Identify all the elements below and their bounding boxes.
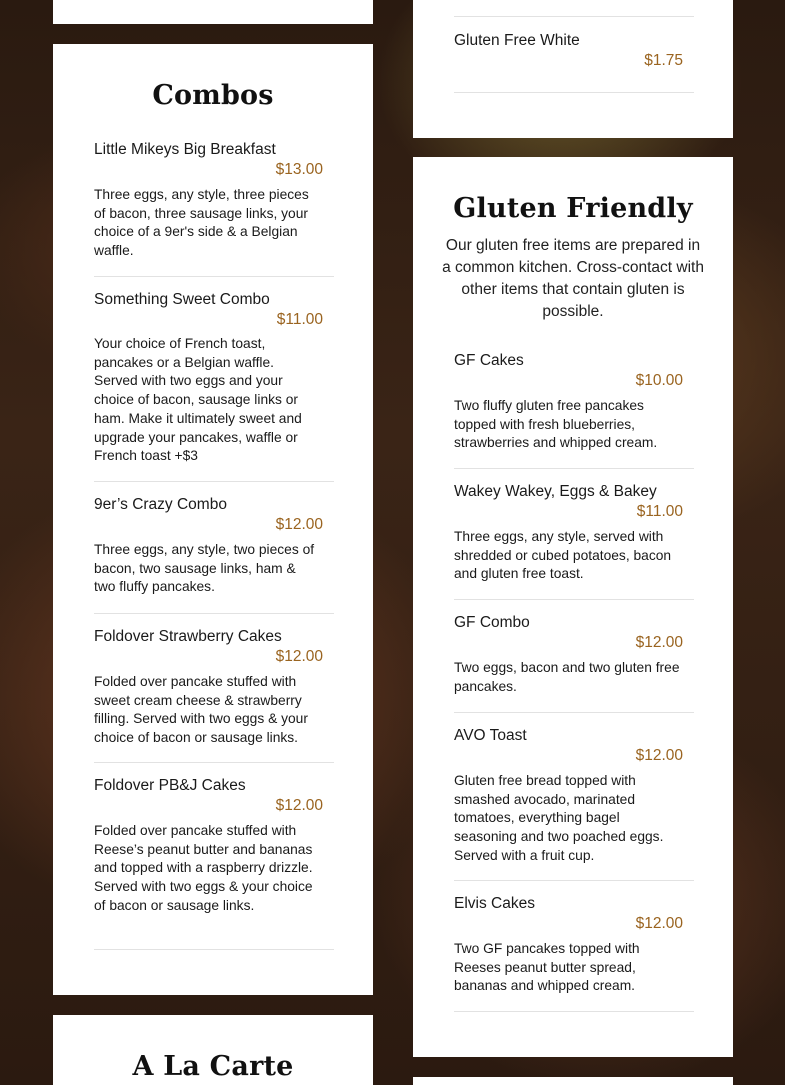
menu-item-price: $10.00	[635, 372, 683, 389]
menu-item-price: $12.00	[635, 915, 683, 932]
menu-item-name: Foldover PB&J Cakes	[94, 777, 246, 794]
menu-item-description: Two fluffy gluten free pancakes topped with fresh blueberries, strawberries and whipped cream.	[454, 398, 658, 451]
menu-item-name: GF Cakes	[454, 352, 524, 369]
divider	[454, 16, 694, 17]
menu-item-price: $1.75	[644, 52, 683, 69]
menu-item	[454, 894, 694, 1012]
menu-item-description: Two GF pancakes topped with Reeses peanut butter spread, bananas and whipped cream.	[454, 941, 640, 994]
menu-item-description: Gluten free bread topped with smashed avocado, marinated tomatoes, everything bagel seasoning and two poached eggs. Served with a fruit cup.	[454, 773, 664, 863]
menu-item	[94, 627, 334, 763]
menu-item	[94, 776, 334, 950]
menu-item	[94, 290, 334, 482]
menu-card-gluten-friendly	[413, 157, 733, 1057]
menu-item	[94, 140, 334, 277]
menu-item-description: Folded over pancake stuffed with sweet cream cheese & strawberry filling. Served with two eggs & your choice of bacon or sausage links.	[94, 674, 308, 746]
menu-item-description: Your choice of French toast, pancakes or a Belgian waffle. Served with two eggs and your choice of bacon, sausage links or ham. Make it ultimately sweet and upgrade your pancakes, waffle or French toast +$3	[94, 336, 302, 464]
menu-item-name: Wakey Wakey, Eggs & Bakey	[454, 483, 657, 500]
menu-item-description: Three eggs, any style, served with shredded or cubed potatoes, bacon and gluten free toast.	[454, 529, 672, 582]
menu-item	[454, 726, 694, 881]
menu-item-price: $12.00	[635, 747, 683, 764]
menu-item-name: 9er’s Crazy Combo	[94, 496, 227, 513]
menu-item-name: Gluten Free White	[454, 32, 580, 49]
menu-item-price: $12.00	[275, 516, 323, 533]
menu-item-price: $12.00	[275, 648, 323, 665]
menu-card-next	[413, 1077, 733, 1085]
menu-item-description: Three eggs, any style, two pieces of bacon, two sausage links, ham & two fluffy pancakes.	[94, 542, 315, 595]
menu-item-description: Folded over pancake stuffed with Reese’s peanut butter and bananas and topped with a raspberry drizzle. Served with two eggs & your choice of bacon or sausage links.	[94, 823, 313, 913]
menu-item	[94, 495, 334, 614]
menu-card-combos	[53, 44, 373, 995]
menu-item	[454, 613, 694, 713]
menu-item-name: Little Mikeys Big Breakfast	[94, 141, 276, 158]
menu-item	[454, 351, 694, 469]
menu-item-name: GF Combo	[454, 614, 530, 631]
menu-item-name: Elvis Cakes	[454, 895, 535, 912]
menu-item-price: $12.00	[275, 797, 323, 814]
menu-item-price: $12.00	[635, 634, 683, 651]
menu-item-name: Foldover Strawberry Cakes	[94, 628, 282, 645]
menu-item-price: $11.00	[636, 503, 683, 520]
menu-item-description: Three eggs, any style, three pieces of bacon, three sausage links, your choice of a 9er's side & a Belgian waffle.	[94, 187, 309, 259]
menu-item-description: Two eggs, bacon and two gluten free pancakes.	[454, 660, 680, 694]
section-title-gluten-friendly: Gluten Friendly	[453, 193, 693, 224]
menu-card-a-la-carte	[53, 1015, 373, 1085]
menu-item	[454, 31, 694, 93]
menu-card-breads	[413, 0, 733, 138]
menu-item-name: AVO Toast	[454, 727, 527, 744]
section-title-a-la-carte: A La Carte	[132, 1051, 294, 1082]
menu-item-price: $11.00	[276, 311, 323, 328]
section-intro: Our gluten free items are prepared in a common kitchen. Cross-contact with other items that contain gluten is possible.	[442, 237, 704, 320]
menu-card-previous	[53, 0, 373, 24]
section-title-combos: Combos	[152, 80, 274, 111]
menu-item-name: Something Sweet Combo	[94, 291, 270, 308]
menu-item	[454, 482, 694, 600]
menu-item-price: $13.00	[275, 161, 323, 178]
